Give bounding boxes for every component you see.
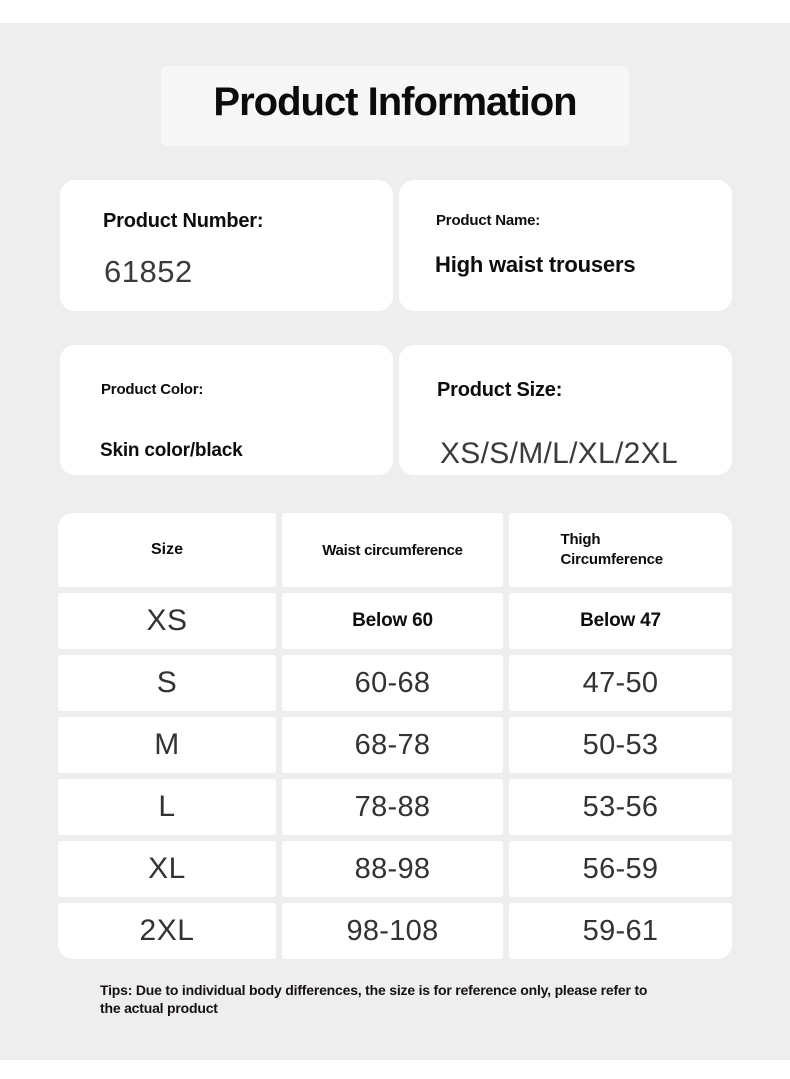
waist-value: Below 60 [352, 610, 433, 631]
product-number-label: Product Number: [103, 210, 264, 232]
tips-line-1: Tips: Due to individual body differences, the size is for reference only, please refer to [100, 982, 648, 998]
thigh-value: 53-56 [582, 790, 659, 823]
waist-value: 60-68 [354, 666, 431, 699]
waist-value: 68-78 [354, 728, 431, 761]
product-name-value: High waist trousers [435, 252, 636, 277]
product-color-card [60, 345, 393, 475]
header-cell-size [58, 513, 276, 587]
size-chart-table [58, 513, 732, 959]
thigh-column-header: Thigh Circumference [560, 531, 663, 568]
table-cell-waist-m [282, 717, 503, 773]
table-cell-thigh-xl [509, 841, 732, 897]
waist-value: 78-88 [354, 790, 431, 823]
bottom-white-strip [0, 1060, 790, 1079]
table-cell-size-m [58, 717, 276, 773]
table-cell-size-xl [58, 841, 276, 897]
product-color-value: Skin color/black [100, 440, 243, 461]
table-cell-thigh-2xl [509, 903, 732, 959]
table-cell-waist-xl [282, 841, 503, 897]
size-value: 2XL [139, 914, 195, 947]
product-color-label: Product Color: [101, 381, 204, 398]
table-cell-waist-2xl [282, 903, 503, 959]
table-cell-thigh-xs [509, 593, 732, 649]
table-cell-size-l [58, 779, 276, 835]
product-number-card [60, 180, 393, 311]
table-cell-waist-xs [282, 593, 503, 649]
product-size-value: XS/S/M/L/XL/2XL [440, 437, 678, 470]
table-cell-size-xs [58, 593, 276, 649]
size-value: S [156, 666, 178, 699]
size-value: M [154, 728, 180, 761]
product-size-label: Product Size: [437, 379, 563, 401]
thigh-value: 50-53 [582, 728, 659, 761]
header-cell-waist [282, 513, 503, 587]
size-column-header: Size [150, 541, 183, 558]
table-cell-waist-l [282, 779, 503, 835]
product-number-value: 61852 [104, 254, 193, 289]
size-value: XL [148, 852, 186, 885]
table-cell-thigh-s [509, 655, 732, 711]
thigh-value: Below 47 [580, 610, 661, 631]
product-name-card [399, 180, 732, 311]
header-cell-thigh [509, 513, 732, 587]
table-cell-size-2xl [58, 903, 276, 959]
table-cell-thigh-m [509, 717, 732, 773]
top-white-strip [0, 0, 790, 23]
product-name-label: Product Name: [436, 212, 541, 229]
thigh-value: 47-50 [582, 666, 659, 699]
table-cell-size-s [58, 655, 276, 711]
thigh-value: 59-61 [582, 914, 659, 947]
size-value: L [158, 790, 176, 823]
product-size-card [399, 345, 732, 475]
tips-line-2: the actual product [100, 1000, 218, 1016]
page-title: Product Information [213, 80, 577, 124]
waist-value: 98-108 [346, 914, 439, 947]
table-cell-waist-s [282, 655, 503, 711]
waist-column-header: Waist circumference [322, 541, 463, 559]
size-value: XS [146, 604, 188, 637]
thigh-value: 56-59 [582, 852, 659, 885]
tips-note [100, 981, 710, 1017]
waist-value: 88-98 [354, 852, 431, 885]
table-cell-thigh-l [509, 779, 732, 835]
